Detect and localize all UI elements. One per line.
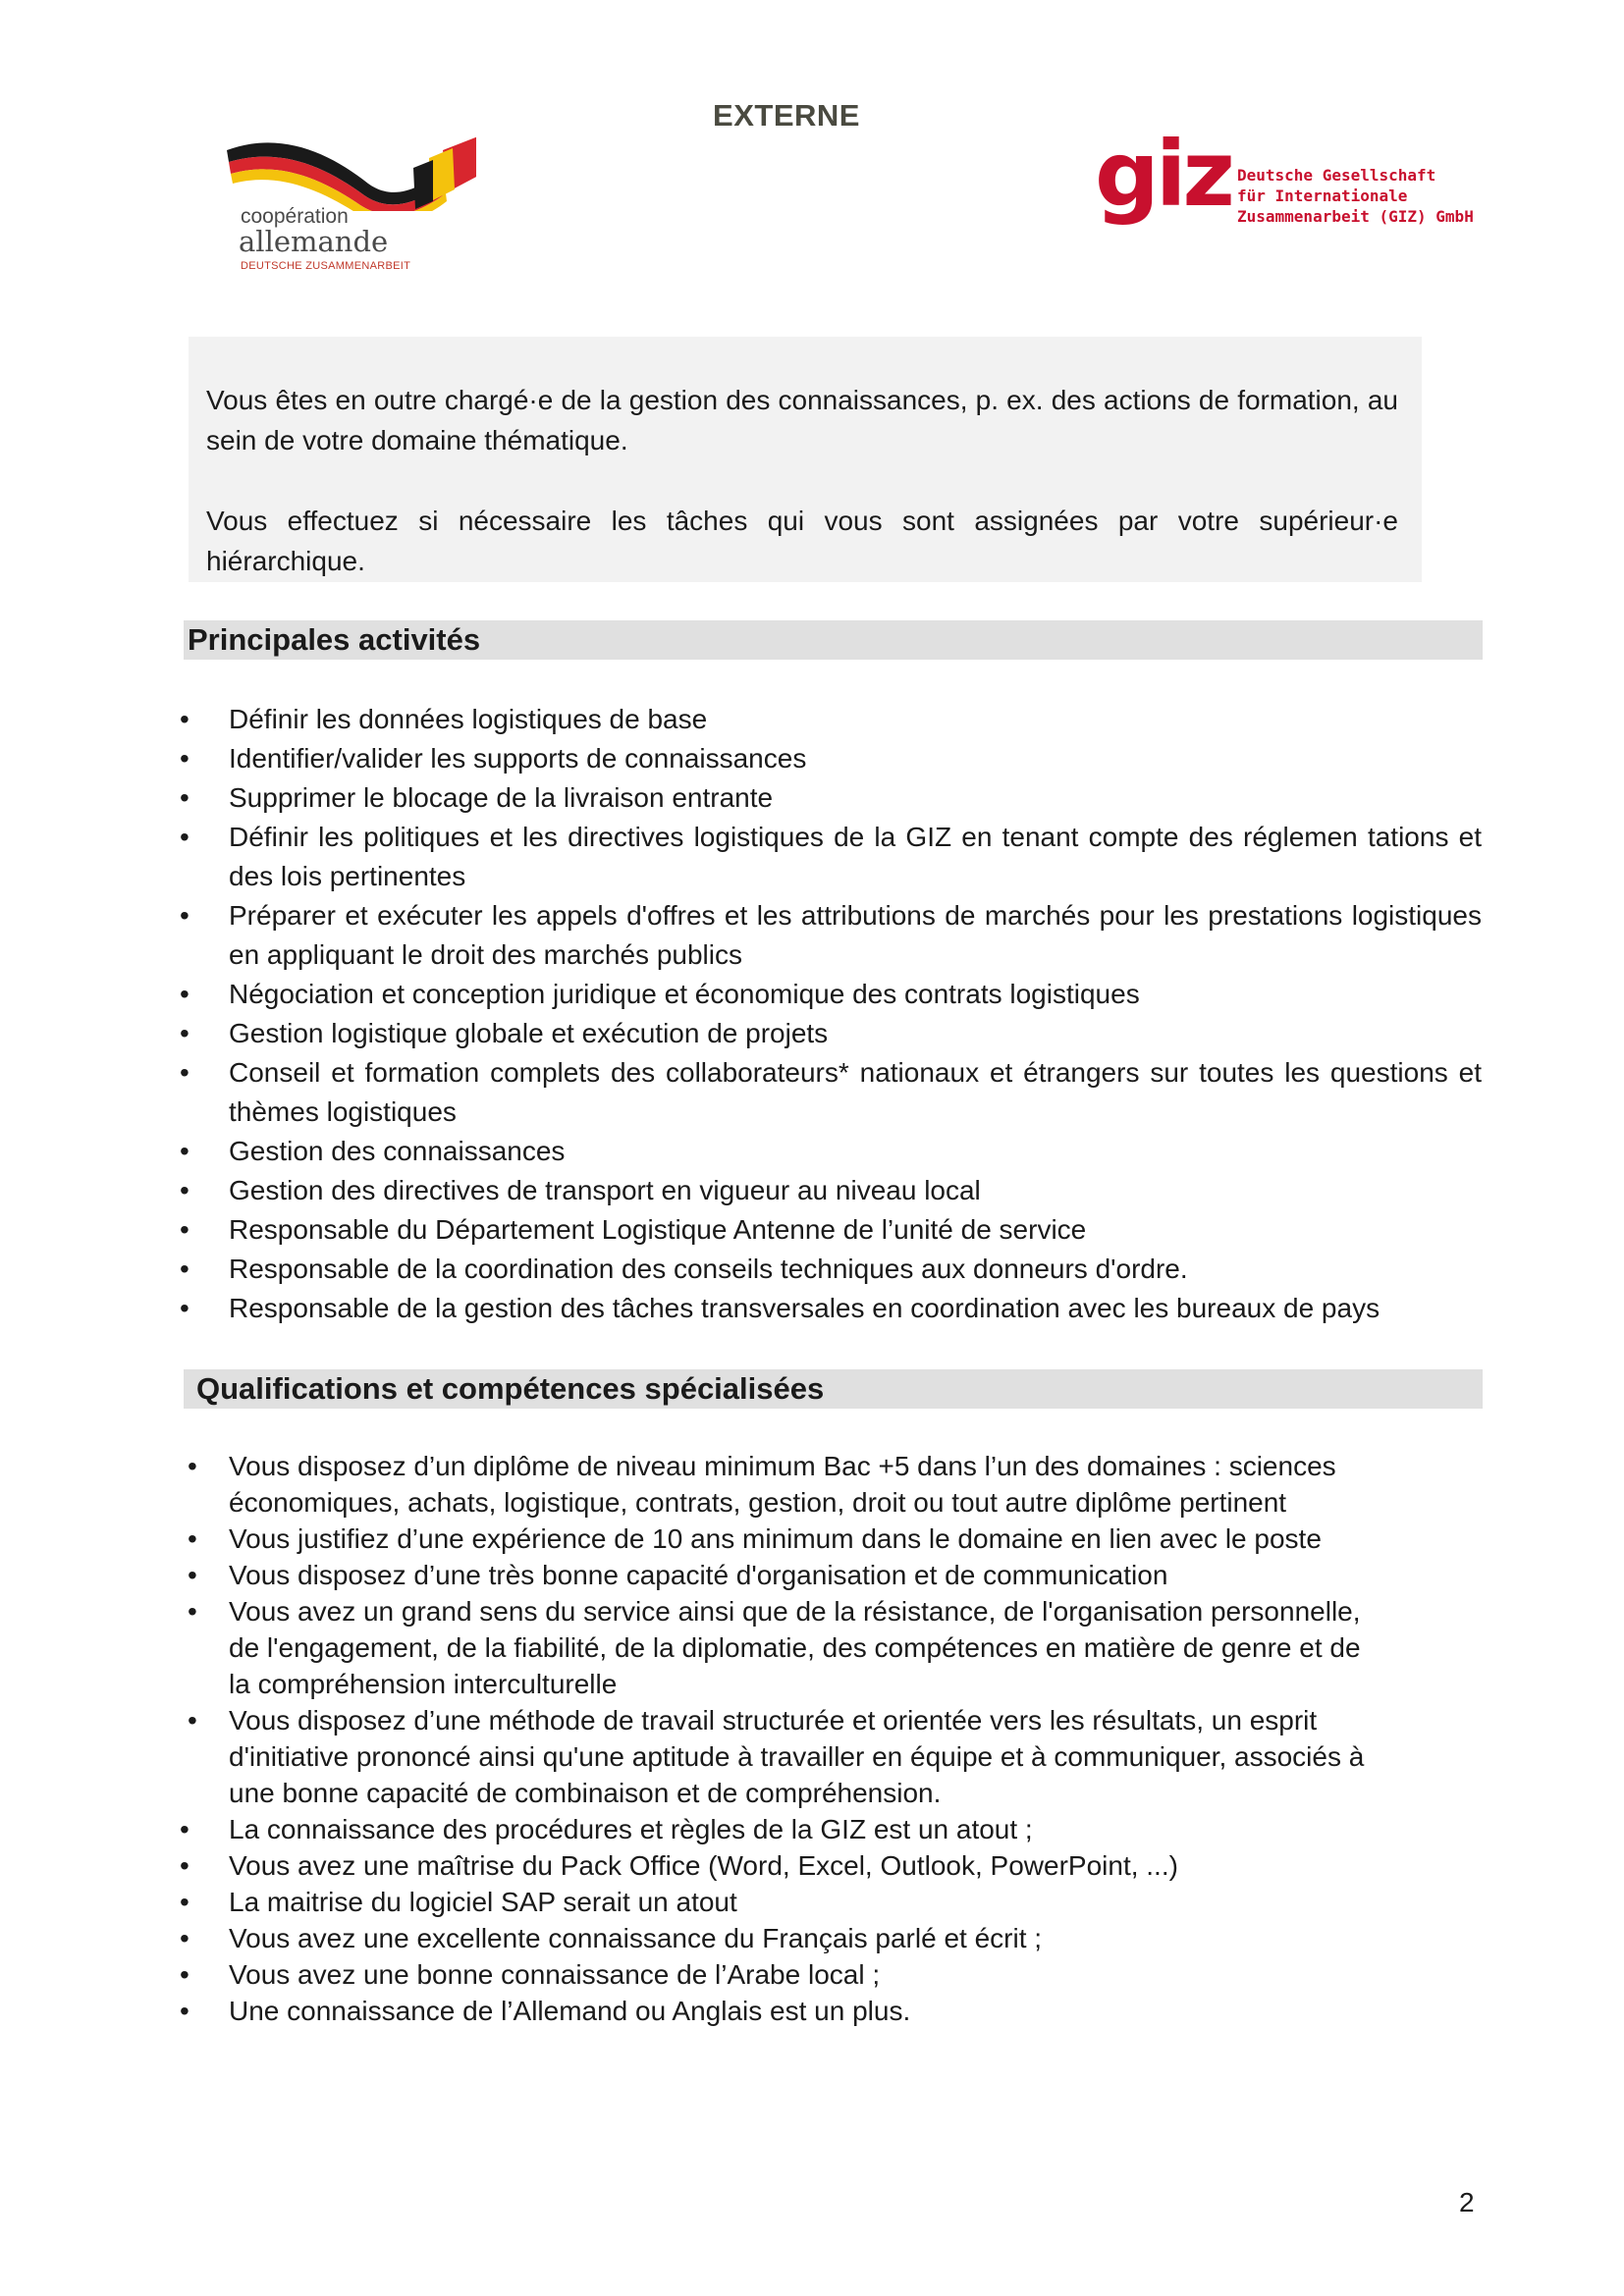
- list-item-text: [229, 1521, 1364, 1557]
- list-item: [0, 1884, 1364, 1920]
- list-item: [0, 1132, 1482, 1171]
- list-item-line: Vous avez une excellente connaissance du Français parlé et écrit ;: [229, 1923, 1043, 1953]
- giz-full-name: [1237, 165, 1474, 227]
- list-item-text: Gestion des connaissances: [229, 1136, 566, 1166]
- giz-name-line: für Internationale: [1237, 187, 1408, 205]
- bullet-icon: •: [180, 1057, 189, 1088]
- list-item-text: Responsable de la gestion des tâches transversales en coordination avec les bureaux de pays: [229, 1293, 1380, 1323]
- activities-list: [0, 700, 1482, 1328]
- bullet-icon: •: [188, 1705, 197, 1735]
- list-item-line: Vous avez un grand sens du service ainsi que de la résistance, de l'organisation personnelle,: [229, 1596, 1361, 1627]
- list-item: [0, 1811, 1364, 1847]
- list-item: [0, 1448, 1364, 1521]
- giz-logo: [1095, 122, 1488, 255]
- list-item-line: Vous justifiez d’une expérience de 10 ans minimum dans le domaine en lien avec le poste: [229, 1523, 1322, 1554]
- list-item: [0, 896, 1482, 975]
- list-item: [0, 1920, 1364, 1956]
- list-item-text: [229, 1956, 1364, 1993]
- list-item-line: Vous disposez d’un diplôme de niveau minimum Bac +5 dans l’un des domaines : sciences: [229, 1451, 1336, 1481]
- list-item-line: Vous disposez d’une méthode de travail structurée et orientée vers les résultats, un esprit: [229, 1705, 1318, 1735]
- list-item: [0, 700, 1482, 739]
- qualifications-list: [0, 1448, 1364, 2029]
- list-item-text: Gestion logistique globale et exécution de projets: [229, 1018, 829, 1048]
- list-item: [0, 1289, 1482, 1328]
- intro-text-box: [189, 337, 1422, 582]
- bullet-icon: •: [188, 1560, 197, 1590]
- bullet-icon: •: [180, 1887, 189, 1917]
- list-item-text: [229, 1847, 1364, 1884]
- list-item-text: [229, 1557, 1364, 1593]
- list-item-line: une bonne capacité de combinaison et de compréhension.: [229, 1778, 942, 1808]
- list-item: [0, 778, 1482, 818]
- bullet-icon: •: [180, 1850, 189, 1881]
- list-item-text: [229, 1920, 1364, 1956]
- list-item: [0, 1171, 1482, 1210]
- list-item-line: d'initiative prononcé ainsi qu'une aptitude à travailler en équipe et à communiquer, associés à: [229, 1741, 1365, 1772]
- list-item-line: la compréhension interculturelle: [229, 1669, 618, 1699]
- list-item-text: [229, 1702, 1364, 1811]
- list-item-text: [229, 1811, 1364, 1847]
- document-classification: EXTERNE: [713, 98, 860, 133]
- list-item: [0, 1993, 1364, 2029]
- list-item-text: Supprimer le blocage de la livraison entrante: [229, 782, 774, 813]
- giz-wordmark: giz: [1095, 122, 1231, 227]
- bullet-icon: •: [180, 900, 189, 931]
- bullet-icon: •: [180, 1923, 189, 1953]
- list-item-text: Définir les politiques et les directives logistiques de la GIZ en tenant compte des réglemen tations et des lois pertinentes: [229, 822, 1482, 891]
- logo-text-deutsche-zusammenarbeit: DEUTSCHE ZUSAMMENARBEIT: [241, 260, 411, 272]
- list-item-line: Vous avez une maîtrise du Pack Office (Word, Excel, Outlook, PowerPoint, ...): [229, 1850, 1178, 1881]
- list-item-text: Gestion des directives de transport en vigueur au niveau local: [229, 1175, 981, 1205]
- bullet-icon: •: [180, 1814, 189, 1844]
- list-item-line: de l'engagement, de la fiabilité, de la diplomatie, des compétences en matière de genre et de: [229, 1632, 1361, 1663]
- list-item: [0, 1702, 1364, 1811]
- bullet-icon: •: [188, 1596, 197, 1627]
- list-item: [0, 1521, 1364, 1557]
- list-item: [0, 1014, 1482, 1053]
- list-item: [0, 1557, 1364, 1593]
- page-number: 2: [1459, 2187, 1475, 2217]
- list-item: [0, 818, 1482, 896]
- bullet-icon: •: [180, 743, 189, 774]
- list-item-text: Identifier/valider les supports de connaissances: [229, 743, 807, 774]
- bullet-icon: •: [180, 1175, 189, 1205]
- bullet-icon: •: [180, 1959, 189, 1990]
- bullet-icon: •: [180, 782, 189, 813]
- list-item-text: [229, 1448, 1364, 1521]
- section-heading-qualifications: Qualifications et compétences spécialisées: [184, 1369, 1483, 1409]
- giz-name-line: Zusammenarbeit (GIZ) GmbH: [1237, 207, 1474, 226]
- flag-ribbon-icon: [221, 133, 476, 211]
- list-item: [0, 1250, 1482, 1289]
- logo-text-cooperation: coopération: [241, 205, 349, 228]
- list-item-text: Préparer et exécuter les appels d'offres et les attributions de marchés pour les prestations logistiques en appliquant le droit des marchés publics: [229, 900, 1482, 970]
- list-item-line: Vous disposez d’une très bonne capacité d'organisation et de communication: [229, 1560, 1168, 1590]
- list-item-text: Conseil et formation complets des collaborateurs* nationaux et étrangers sur toutes les questions et thèmes logistiques: [229, 1057, 1482, 1127]
- bullet-icon: •: [180, 1136, 189, 1166]
- bullet-icon: •: [180, 979, 189, 1009]
- list-item: [0, 1847, 1364, 1884]
- list-item-text: Définir les données logistiques de base: [229, 704, 708, 734]
- list-item-line: La maitrise du logiciel SAP serait un atout: [229, 1887, 737, 1917]
- logo-text-allemande: allemande: [239, 225, 389, 258]
- list-item-line: La connaissance des procédures et règles de la GIZ est un atout ;: [229, 1814, 1033, 1844]
- section-heading-activities: Principales activités: [184, 620, 1483, 660]
- list-item: [0, 1210, 1482, 1250]
- list-item: [0, 1956, 1364, 1993]
- bullet-icon: •: [188, 1523, 197, 1554]
- list-item-line: économiques, achats, logistique, contrats, gestion, droit ou tout autre diplôme pertinent: [229, 1487, 1287, 1518]
- bullet-icon: •: [180, 1996, 189, 2026]
- bullet-icon: •: [180, 1214, 189, 1245]
- list-item-text: [229, 1593, 1364, 1702]
- bullet-icon: •: [180, 1254, 189, 1284]
- intro-paragraph: Vous effectuez si nécessaire les tâches qui vous sont assignées par votre supérieur·e hiérarchique.: [206, 506, 1398, 576]
- list-item: [0, 975, 1482, 1014]
- list-item-text: Négociation et conception juridique et économique des contrats logistiques: [229, 979, 1140, 1009]
- bullet-icon: •: [180, 1293, 189, 1323]
- bullet-icon: •: [180, 1018, 189, 1048]
- bullet-icon: •: [180, 704, 189, 734]
- list-item-text: Responsable du Département Logistique Antenne de l’unité de service: [229, 1214, 1087, 1245]
- list-item-text: Responsable de la coordination des conseils techniques aux donneurs d'ordre.: [229, 1254, 1188, 1284]
- list-item: [0, 1593, 1364, 1702]
- list-item-line: Vous avez une bonne connaissance de l’Arabe local ;: [229, 1959, 881, 1990]
- list-item: [0, 1053, 1482, 1132]
- bullet-icon: •: [180, 822, 189, 852]
- intro-paragraph: Vous êtes en outre chargé·e de la gestion des connaissances, p. ex. des actions de formation, au sein de votre domaine thématique.: [206, 385, 1398, 455]
- bullet-icon: •: [188, 1451, 197, 1481]
- giz-name-line: Deutsche Gesellschaft: [1237, 166, 1436, 185]
- list-item: [0, 739, 1482, 778]
- cooperation-allemande-logo: [221, 133, 476, 280]
- list-item-line: Une connaissance de l’Allemand ou Anglais est un plus.: [229, 1996, 911, 2026]
- list-item-text: [229, 1993, 1364, 2029]
- list-item-text: [229, 1884, 1364, 1920]
